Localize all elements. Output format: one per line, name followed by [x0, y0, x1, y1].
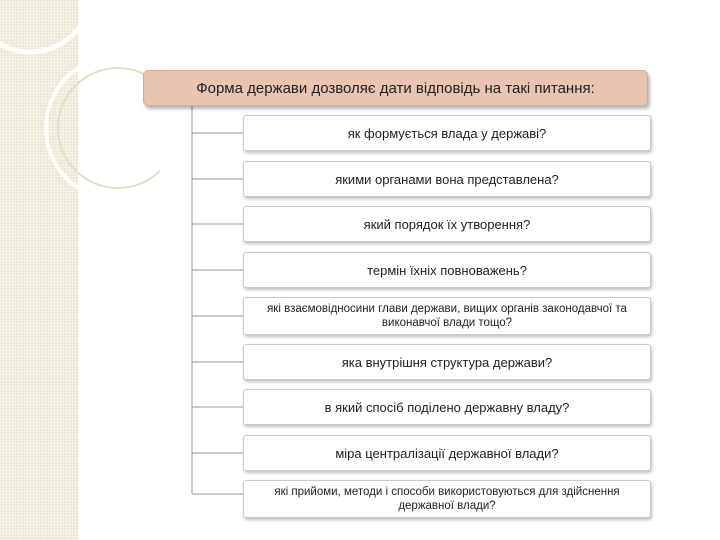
diagram-item-2: якими органами вона представлена?	[243, 161, 651, 197]
diagram-item-9: які прийоми, методи і способи використовуються для здійснення державної влади?	[243, 480, 651, 518]
diagram-item-6: яка внутрішня структура держави?	[243, 344, 651, 380]
diagram-item-5: які взаємовідносини глави держави, вищих органів законодавчої та виконавчої влади тощо?	[243, 297, 651, 335]
diagram-item-4: термін їхніх повноважень?	[243, 252, 651, 288]
decorative-side-strip	[0, 0, 78, 540]
diagram-title: Форма держави дозволяє дати відповідь на такі питання:	[143, 70, 648, 106]
diagram-item-3: який порядок їх утворення?	[243, 206, 651, 242]
diagram-item-7: в який спосіб поділено державну владу?	[243, 389, 651, 425]
diagram-item-8: міра централізації державної влади?	[243, 435, 651, 471]
diagram-item-1: як формується влада у державі?	[243, 115, 651, 151]
